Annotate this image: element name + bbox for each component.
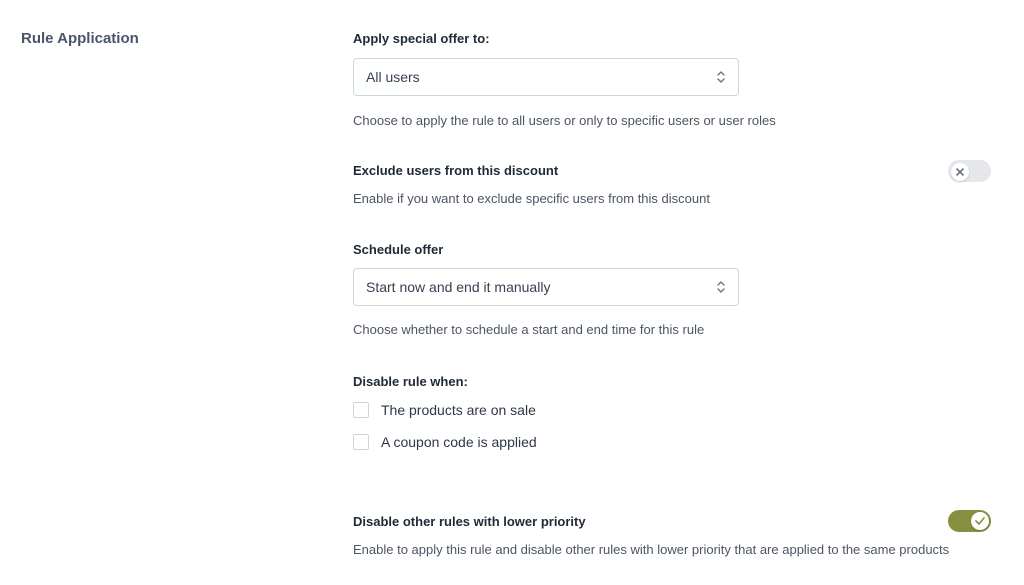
disable-lower-help: Enable to apply this rule and disable other rules with lower priority that are applied to the same products: [353, 542, 950, 557]
toggle-knob: [951, 163, 969, 181]
schedule-value: Start now and end it manually: [366, 279, 551, 295]
checkbox-row-on-sale[interactable]: [353, 402, 536, 418]
apply-offer-help: Choose to apply the rule to all users or only to specific users or user roles: [353, 113, 776, 128]
disable-rule-label: Disable rule when:: [353, 374, 468, 389]
apply-offer-select[interactable]: [353, 58, 739, 96]
on-sale-checkbox[interactable]: [353, 402, 369, 418]
apply-offer-value: All users: [366, 69, 420, 85]
checkbox-row-coupon[interactable]: [353, 434, 537, 450]
x-icon: [956, 168, 964, 176]
section-title: Rule Application: [21, 30, 139, 47]
exclude-users-toggle[interactable]: [948, 160, 991, 182]
toggle-knob: [971, 512, 989, 530]
apply-offer-label: Apply special offer to:: [353, 31, 490, 46]
check-icon: [975, 517, 985, 525]
disable-lower-label: Disable other rules with lower priority: [353, 514, 586, 529]
chevron-updown-icon: [716, 280, 726, 294]
disable-lower-toggle[interactable]: [948, 510, 991, 532]
coupon-checkbox[interactable]: [353, 434, 369, 450]
chevron-updown-icon: [716, 70, 726, 84]
schedule-select[interactable]: [353, 268, 739, 306]
schedule-label: Schedule offer: [353, 242, 444, 257]
exclude-users-help: Enable if you want to exclude specific users from this discount: [353, 191, 710, 206]
exclude-users-label: Exclude users from this discount: [353, 163, 559, 178]
on-sale-label: The products are on sale: [381, 402, 536, 418]
schedule-help: Choose whether to schedule a start and end time for this rule: [353, 322, 705, 337]
coupon-label: A coupon code is applied: [381, 434, 537, 450]
